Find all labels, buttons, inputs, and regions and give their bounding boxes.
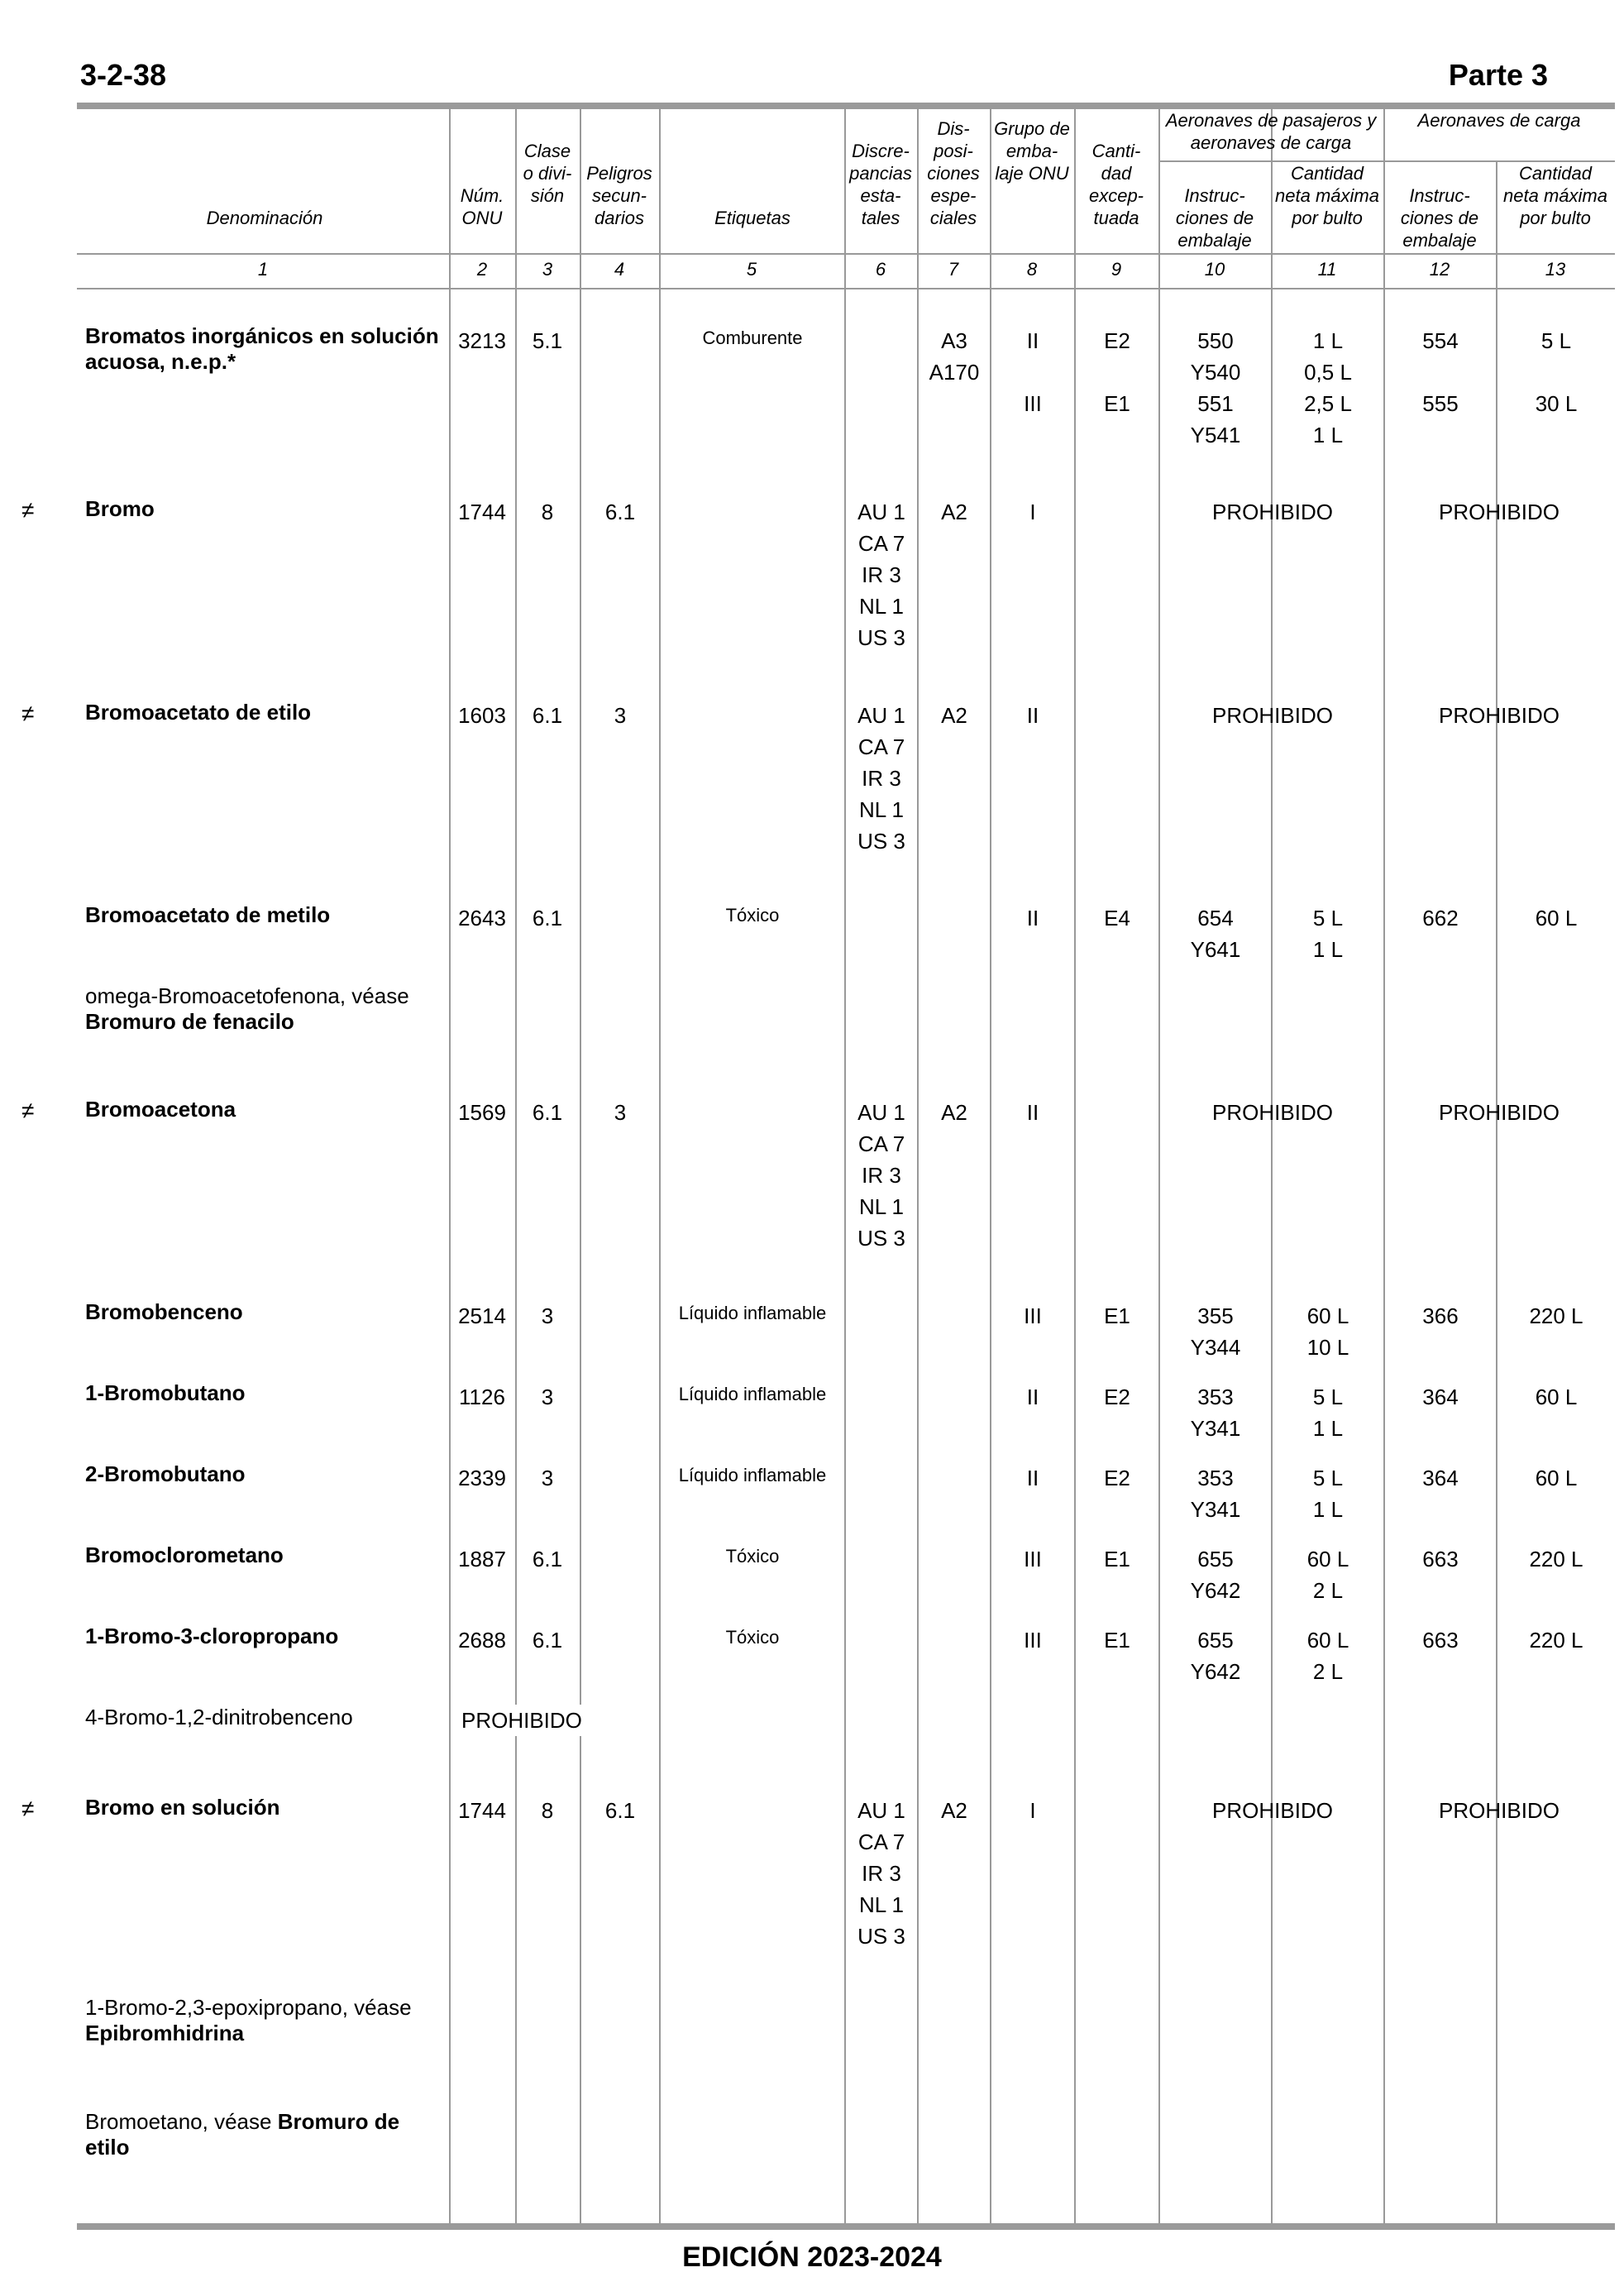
substance-name: 1-Bromo-3-cloropropano	[85, 1624, 339, 1648]
cross-reference: Bromoetano, véase Bromuro de etilo	[85, 2109, 400, 2160]
header-denominacion: Denominación	[206, 208, 323, 228]
group-pax-header: Aeronaves de pasajeros y aeronaves de carga	[1165, 110, 1377, 153]
prohibido-all: PROHIBIDO	[461, 1705, 594, 1736]
prohibido-cargo: PROHIBIDO	[1439, 703, 1560, 728]
substance-name: Bromoclorometano	[85, 1543, 284, 1567]
substance-name: Bromo en solución	[85, 1795, 280, 1820]
group-cargo-header: Aeronaves de carga	[1417, 110, 1581, 131]
substance-name: Bromoacetato de etilo	[85, 700, 312, 725]
page-id: 3-2-38	[80, 58, 167, 92]
header-cantidad-cargo: Cantidad neta máxima por bulto	[1503, 163, 1607, 228]
change-mark: ≠	[21, 1796, 35, 1821]
prohibido-cargo: PROHIBIDO	[1439, 1100, 1560, 1125]
substance-name: 2-Bromobutano	[85, 1461, 246, 1486]
header-rule	[77, 253, 1615, 255]
cross-reference: omega-Bromoacetofenona, véase Bromuro de fenacilo	[85, 983, 409, 1034]
header-clase: Clase o divi- sión	[523, 141, 572, 206]
substance-name: Bromatos inorgánicos en solución acuosa, n.e.p.*	[85, 323, 439, 374]
edition-footer: EDICIÓN 2023-2024	[682, 2241, 942, 2273]
header-instrucciones-pax: Instruc- ciones de embalaje	[1175, 185, 1254, 251]
prohibido-cargo: PROHIBIDO	[1439, 1798, 1560, 1823]
prohibido-pax: PROHIBIDO	[1212, 500, 1333, 524]
substance-name: 1-Bromobutano	[85, 1380, 246, 1405]
substance-name: Bromo	[85, 496, 155, 521]
prohibido-pax: PROHIBIDO	[1212, 1798, 1333, 1823]
header-cantidad-exceptuada: Canti- dad excep- tuada	[1088, 141, 1144, 228]
header-disposiciones: Dis- posi- ciones espe- ciales	[927, 118, 980, 228]
substance-name: Bromoacetona	[85, 1097, 236, 1122]
header-grupo: Grupo de emba- laje ONU	[994, 118, 1070, 184]
header-cantidad-pax: Cantidad neta máxima por bulto	[1275, 163, 1379, 228]
substance-name: Bromoacetato de metilo	[85, 902, 331, 927]
bottom-rule	[77, 2223, 1615, 2230]
colnum-rule	[77, 288, 1615, 289]
prohibido-cargo: PROHIBIDO	[1439, 500, 1560, 524]
header-instrucciones-cargo: Instruc- ciones de embalaje	[1400, 185, 1479, 251]
change-mark: ≠	[21, 701, 35, 726]
prohibido-pax: PROHIBIDO	[1212, 703, 1333, 728]
cross-reference: 1-Bromo-2,3-epoxipropano, véase Epibromhidrina	[85, 1995, 412, 2045]
change-mark: ≠	[21, 497, 35, 523]
part-label: Parte 3	[1448, 58, 1548, 92]
prohibido-pax: PROHIBIDO	[1212, 1100, 1333, 1125]
header-num-onu: Núm. ONU	[460, 185, 504, 228]
substance-name: Bromobenceno	[85, 1299, 243, 1324]
header-peligros: Peligros secun- darios	[586, 163, 652, 228]
header-discrepancias: Discre- pancias esta- tales	[849, 141, 912, 228]
header-etiquetas: Etiquetas	[714, 208, 791, 228]
substance-name: 4-Bromo-1,2-dinitrobenceno	[85, 1705, 353, 1729]
change-mark: ≠	[21, 1098, 35, 1123]
